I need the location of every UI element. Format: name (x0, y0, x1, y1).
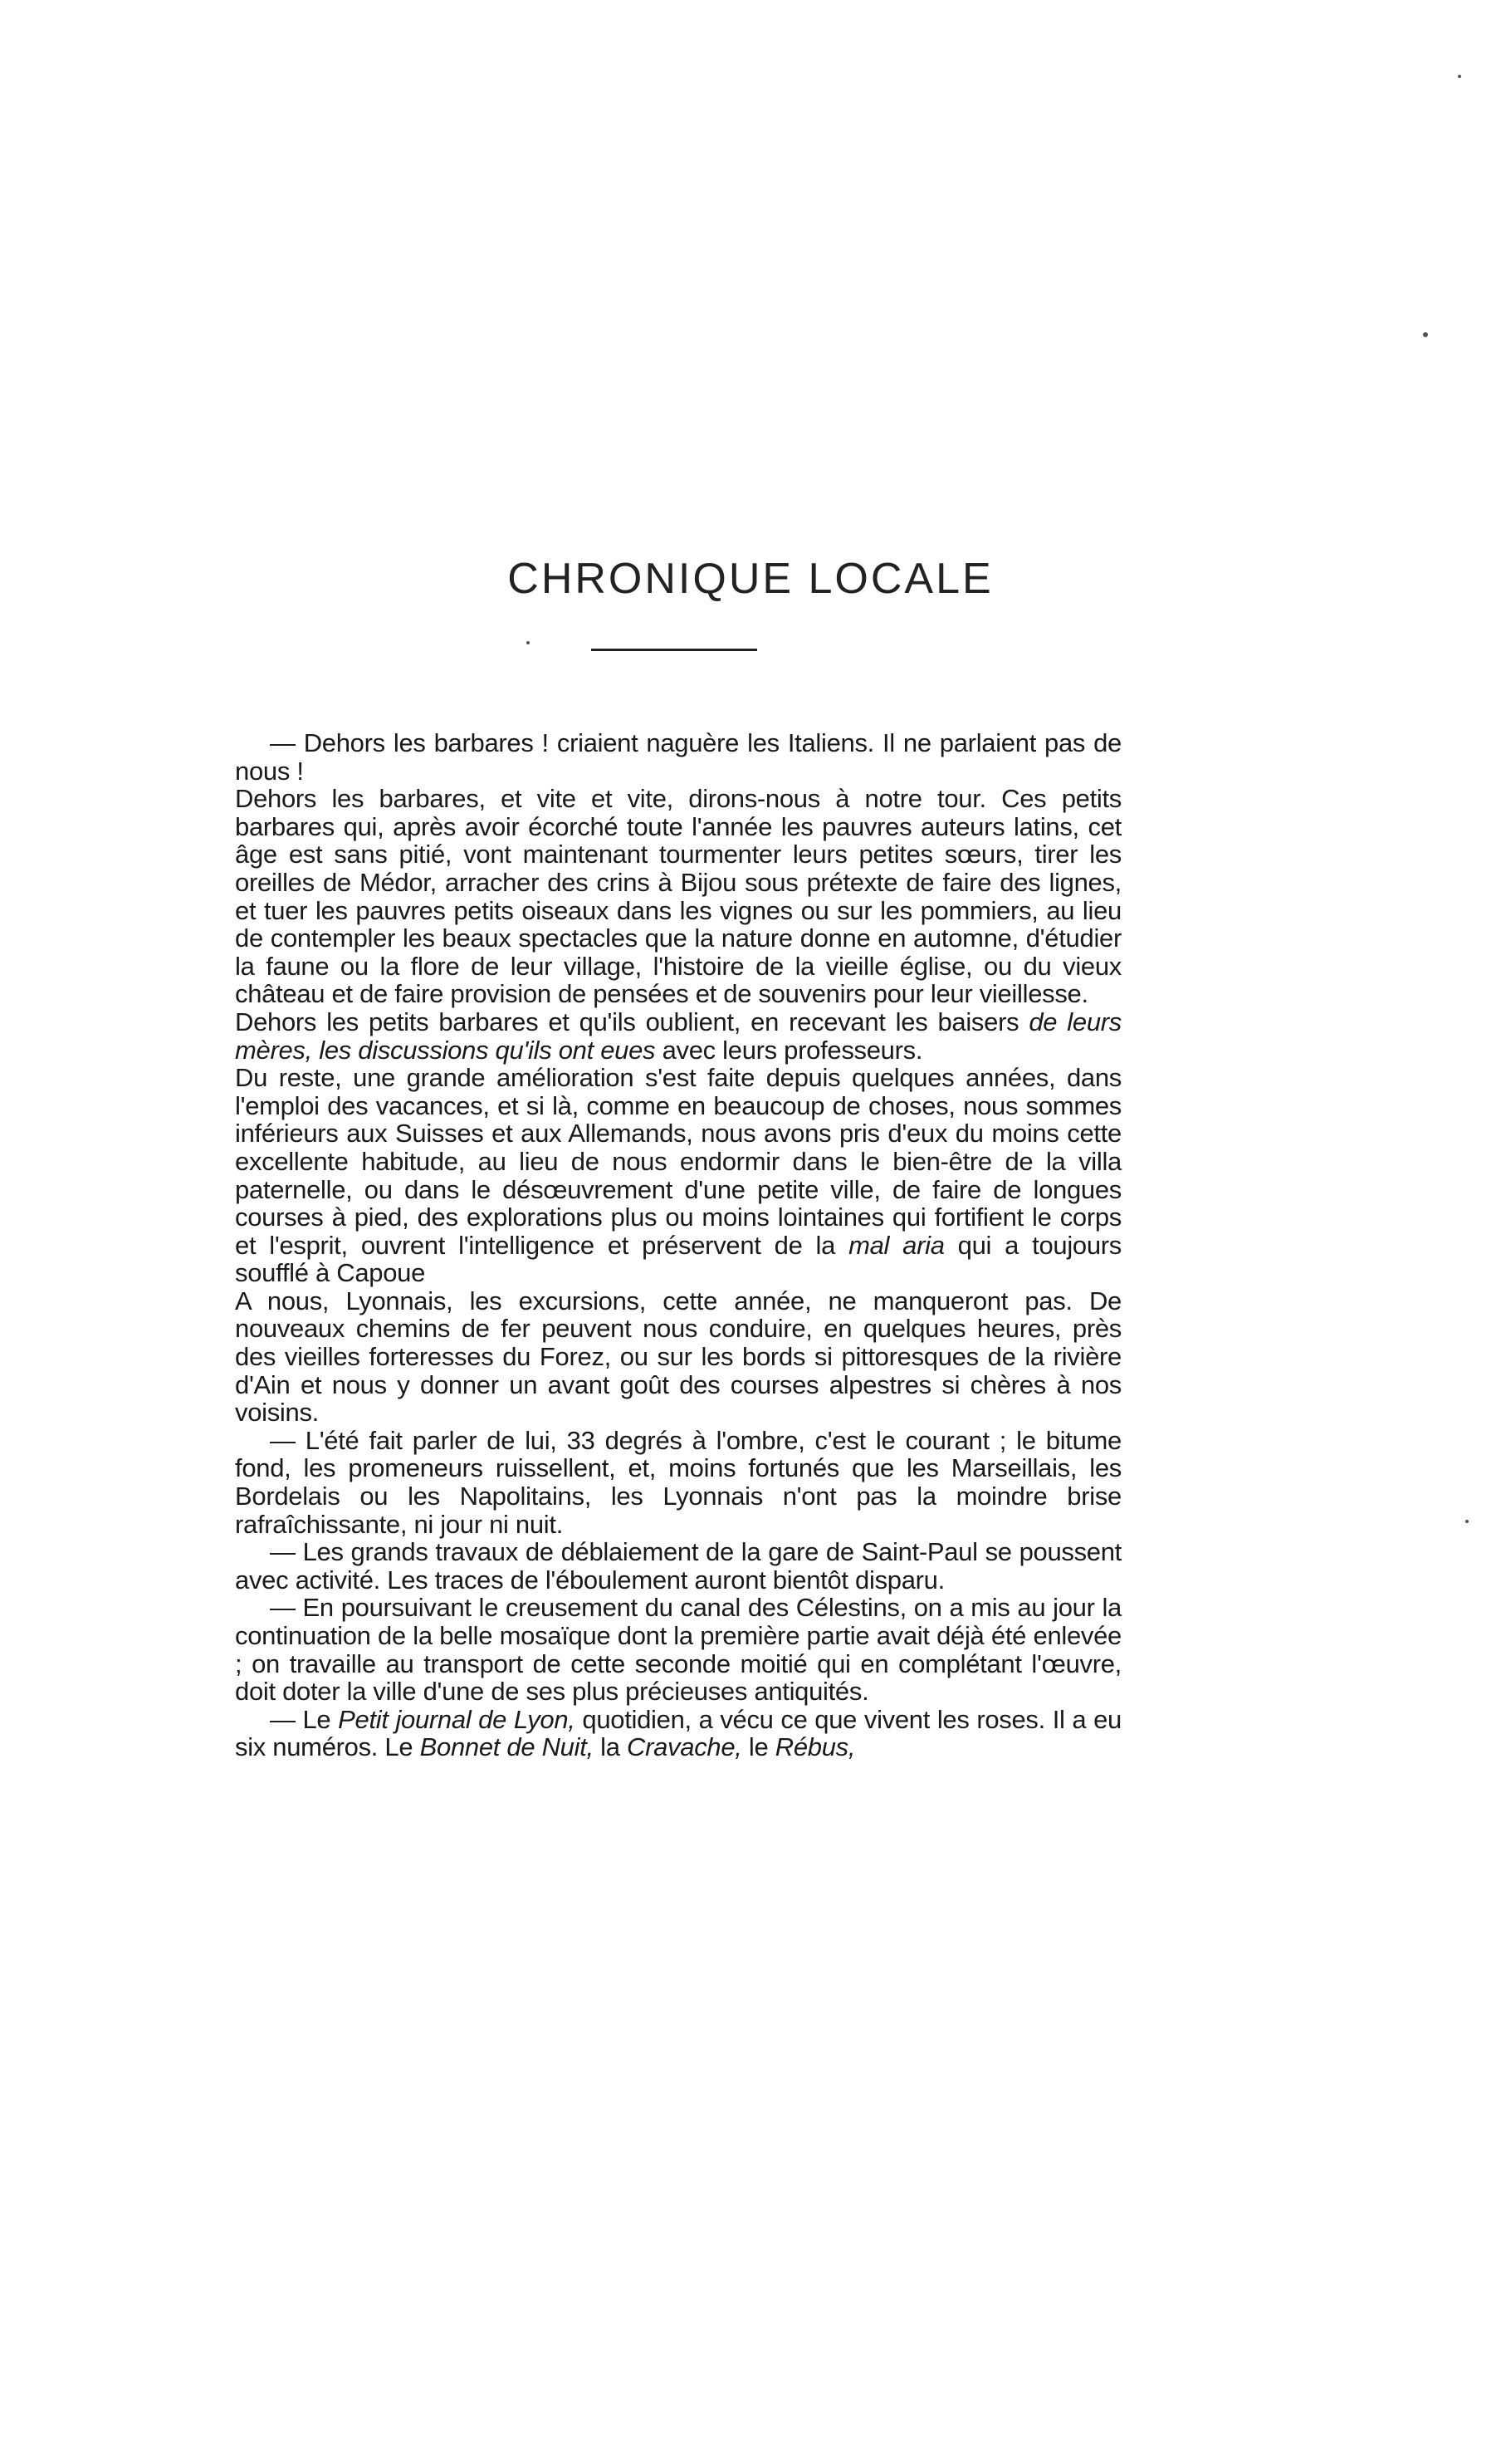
article-paragraph (235, 1064, 1122, 1287)
article-paragraph (235, 1427, 1122, 1538)
paragraph-text: Dehors les petits barbares et qu'ils oublient, en recevant les baisers (235, 1007, 1029, 1036)
scan-speck (526, 641, 530, 644)
article-paragraph (235, 1594, 1122, 1705)
article-paragraph (235, 785, 1122, 1008)
article-paragraph (235, 1008, 1122, 1064)
italic-text: Cravache, (627, 1732, 742, 1762)
paragraph-text: qui a toujours soufflé à Capoue (235, 1230, 1122, 1288)
paragraph-text: quotidien, a vécu ce que vivent les roses. Il a eu six numéros. Le (235, 1704, 1122, 1762)
scan-speck (1465, 1520, 1469, 1523)
paragraph-text: Du reste, une grande amélioration s'est faite depuis quelques années, dans l'emploi des vacances, et si là, comme en beaucoup de choses, nous sommes inférieurs aux Suisses et aux Allemands, nous avons pris d'eux du moins cette excellente habitude, au lieu de nous endormir dans le bien-être de la villa paternelle, ou dans le désœuvrement d'une petite ville, de faire de longues courses à pied, des explorations plus ou moins lointaines qui fortifient le corps et l'esprit, ouvrent l'intelligence et préservent de la (235, 1063, 1122, 1260)
italic-text: Petit journal de Lyon, (338, 1704, 575, 1734)
scan-speck (1458, 75, 1461, 78)
paragraph-text: — En poursuivant le creusement du canal des Célestins, on a mis au jour la continuation de la belle mosaïque dont la première partie avait déjà été enlevée ; on travaille au transport de cette seconde moitié qui en complétant l'œuvre, doit doter la ville d'une de ses plus précieuses antiquités. (235, 1593, 1122, 1707)
italic-text: de leurs mères, les discussions qu'ils ont eues (235, 1007, 1122, 1065)
article-paragraph (235, 729, 1122, 785)
scan-speck (1423, 332, 1428, 337)
paragraph-text: — Dehors les barbares ! criaient naguère les Italiens. Il ne parlaient pas de nous ! (235, 728, 1122, 786)
italic-text: mal aria (848, 1230, 945, 1260)
paragraph-text: Dehors les barbares, et vite et vite, dirons-nous à notre tour. Ces petits barbares qui, après avoir écorché toute l'année les pauvres auteurs latins, cet âge est sans pitié, vont maintenant tourmenter leurs petites sœurs, tirer les oreilles de Médor, arracher des crins à Bijou sous prétexte de faire des lignes, et tuer les pauvres petits oiseaux dans les vignes ou sur les pommiers, au lieu de contempler les beaux spectacles que la nature donne en automne, d'étudier la faune ou la flore de leur village, l'histoire de la vieille église, ou du vieux château et de faire provision de pensées et de souvenirs pour leur vieillesse. (235, 784, 1122, 1009)
paragraph-text: — Les grands travaux de déblaiement de la gare de Saint-Paul se poussent avec activité. Les traces de l'éboulement auront bientôt disparu. (235, 1537, 1122, 1594)
italic-text: Rébus, (775, 1732, 856, 1762)
page-title: CHRONIQUE LOCALE (507, 554, 994, 603)
article-paragraph (235, 1287, 1122, 1427)
italic-text: Bonnet de Nuit, (419, 1732, 594, 1762)
paragraph-text: A nous, Lyonnais, les excursions, cette année, ne manqueront pas. De nouveaux chemins de fer peuvent nous conduire, en quelques heures, près des vieilles forteresses du Forez, ou sur les bords si pittoresques de la rivière d'Ain et nous y donner un avant goût des courses alpestres si chères à nos voisins. (235, 1286, 1122, 1428)
paragraph-text: avec leurs professeurs. (655, 1035, 923, 1065)
paragraph-text: — Le (270, 1704, 339, 1734)
title-divider (591, 649, 757, 651)
article-body (235, 729, 1122, 1761)
paragraph-text: — L'été fait parler de lui, 33 degrés à l'ombre, c'est le courant ; le bitume fond, les promeneurs ruissellent, et, moins fortunés que les Marseillais, les Bordelais ou les Napolitains, les Lyonnais n'ont pas la moindre brise rafraîchissante, ni jour ni nuit. (235, 1425, 1122, 1539)
article-paragraph (235, 1538, 1122, 1594)
paragraph-text: la (593, 1732, 627, 1762)
paragraph-text: le (741, 1732, 775, 1762)
article-paragraph (235, 1706, 1122, 1761)
